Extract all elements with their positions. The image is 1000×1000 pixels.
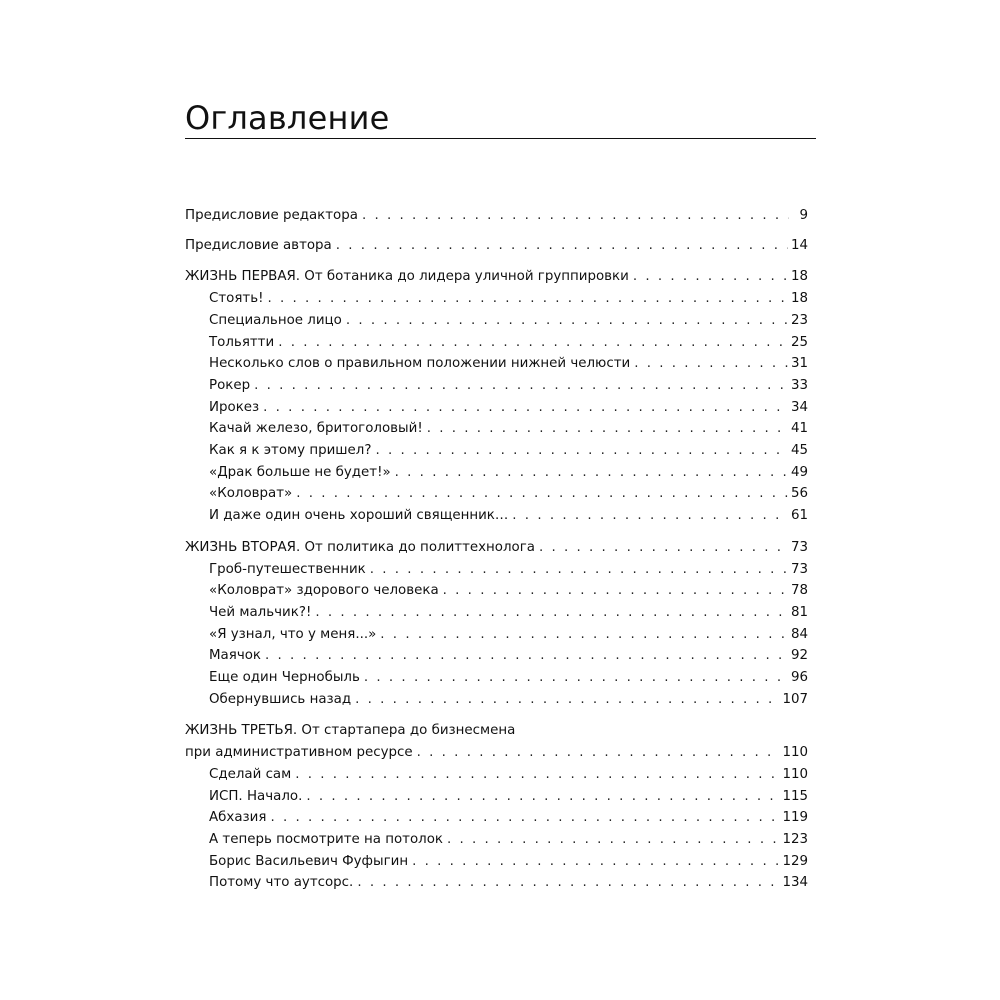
toc-chapter-entry[interactable] — [185, 872, 808, 894]
leader-dots — [375, 440, 788, 462]
title-rule — [185, 138, 816, 139]
leader-dots — [355, 689, 779, 711]
leader-dots — [364, 667, 788, 689]
toc-part-label: ЖИЗНЬ ТРЕТЬЯ. От стартапера до бизнесмена — [185, 723, 516, 739]
leader-dots — [512, 505, 788, 527]
toc-entry-page: 115 — [782, 788, 808, 804]
toc-part-heading-1[interactable] — [185, 266, 808, 288]
toc-entry-page: 61 — [790, 508, 808, 524]
leader-dots — [336, 235, 788, 257]
toc-part-page: 18 — [790, 269, 808, 285]
toc-entry-label: Как я к этому пришел? — [209, 443, 372, 459]
toc-entry-page: 134 — [782, 875, 808, 891]
toc-chapter-entry[interactable] — [185, 559, 808, 581]
toc-entry-page: 9 — [799, 208, 808, 223]
toc-entry-page: 14 — [790, 237, 808, 253]
toc-part-heading-2[interactable] — [185, 537, 808, 559]
leader-dots — [427, 418, 788, 440]
toc-part-label: ЖИЗНЬ ПЕРВАЯ. От ботаника до лидера уличной группировки — [185, 269, 629, 285]
toc-entry-page: 49 — [790, 464, 808, 480]
toc-chapter-entry[interactable] — [185, 807, 808, 829]
leader-dots — [270, 807, 779, 829]
toc-entry-page: 107 — [782, 691, 808, 707]
leader-dots — [362, 205, 789, 227]
toc-entry-label: ИСП. Начало. — [209, 788, 303, 804]
toc-entry-label: Качай железо, бритоголовый! — [209, 421, 423, 437]
toc-entry-label: Рокер — [209, 377, 251, 393]
toc-entry-page: 56 — [790, 486, 808, 502]
toc-part-label: ЖИЗНЬ ВТОРАЯ. От политика до политтехнолога — [185, 539, 535, 555]
leader-dots — [346, 310, 788, 332]
toc-part-page: 73 — [790, 539, 808, 555]
leader-dots — [357, 872, 779, 894]
toc-entry-label: Маячок — [209, 648, 262, 664]
toc-entry-editor-preface[interactable] — [185, 205, 808, 227]
leader-dots — [265, 645, 788, 667]
leader-dots — [267, 288, 787, 310]
toc-entry-label: Потому что аутсорс. — [209, 875, 354, 891]
leader-dots — [633, 266, 788, 288]
toc-entry-label: Абхазия — [209, 810, 267, 826]
toc-entry-page: 119 — [782, 810, 808, 826]
leader-dots — [395, 462, 788, 484]
toc-entry-page: 84 — [790, 626, 808, 642]
leader-dots — [278, 332, 788, 354]
toc-chapter-entry[interactable] — [185, 689, 808, 711]
toc-part-heading-3-line2[interactable] — [185, 742, 808, 764]
toc-chapter-entry[interactable] — [185, 786, 808, 808]
page-title: Оглавление — [185, 99, 390, 137]
leader-dots — [295, 764, 779, 786]
toc-chapter-entry[interactable] — [185, 418, 808, 440]
leader-dots — [634, 353, 788, 375]
toc-chapter-entry[interactable] — [185, 375, 808, 397]
leader-dots — [417, 742, 780, 764]
toc-part-heading-3-line1[interactable] — [185, 720, 808, 742]
toc-entry-label: Еще один Чернобыль — [209, 670, 360, 686]
leader-dots — [315, 602, 788, 624]
toc-chapter-entry[interactable] — [185, 440, 808, 462]
leader-dots — [370, 559, 788, 581]
toc-chapter-entry[interactable] — [185, 667, 808, 689]
leader-dots — [380, 624, 788, 646]
toc-entry-page: 110 — [782, 766, 808, 782]
toc-entry-label: Несколько слов о правильном положении нижней челюсти — [209, 356, 631, 372]
toc-entry-page: 41 — [790, 421, 808, 437]
toc-part-label: при административном ресурсе — [185, 745, 413, 761]
toc-entry-label: А теперь посмотрите на потолок — [209, 831, 443, 847]
toc-entry-page: 81 — [790, 604, 808, 620]
toc-entry-label: Гроб-путешественник — [209, 561, 366, 577]
toc-chapter-entry[interactable] — [185, 851, 808, 873]
toc-entry-page: 78 — [790, 583, 808, 599]
toc-entry-page: 45 — [790, 443, 808, 459]
toc-entry-page: 25 — [790, 334, 808, 350]
toc-entry-label: «Коловрат» — [209, 486, 293, 502]
toc-chapter-entry[interactable] — [185, 483, 808, 505]
toc-chapter-entry[interactable] — [185, 764, 808, 786]
leader-dots — [447, 829, 779, 851]
toc-chapter-entry[interactable] — [185, 624, 808, 646]
toc-chapter-entry[interactable] — [185, 353, 808, 375]
toc-entry-page: 96 — [790, 670, 808, 686]
toc-chapter-entry[interactable] — [185, 397, 808, 419]
toc-entry-label: Борис Васильевич Фуфыгин — [209, 853, 409, 869]
toc-chapter-entry[interactable] — [185, 829, 808, 851]
toc-entry-page: 33 — [790, 377, 808, 393]
toc-entry-label: «Коловрат» здорового человека — [209, 583, 439, 599]
toc-entry-label: И даже один очень хороший священник… — [209, 508, 509, 524]
toc-chapter-entry[interactable] — [185, 462, 808, 484]
toc-entry-label: Стоять! — [209, 291, 264, 307]
toc-entry-label: Чей мальчик?! — [209, 604, 312, 620]
toc-entry-label: «Я узнал, что у меня...» — [209, 626, 377, 642]
toc-entry-label: Предисловие редактора — [185, 208, 358, 223]
leader-dots — [306, 786, 779, 808]
toc-chapter-entry[interactable] — [185, 310, 808, 332]
toc-entry-page: 73 — [790, 561, 808, 577]
leader-dots — [263, 397, 788, 419]
leader-dots — [254, 375, 788, 397]
leader-dots — [443, 580, 788, 602]
leader-dots — [412, 851, 779, 873]
toc-entry-label: Специальное лицо — [209, 312, 342, 328]
toc-entry-page: 92 — [790, 648, 808, 664]
toc-entry-page: 31 — [790, 356, 808, 372]
toc-entry-page: 129 — [782, 853, 808, 869]
leader-dots — [296, 483, 788, 505]
toc-entry-page: 23 — [790, 312, 808, 328]
toc-entry-label: Сделай сам — [209, 766, 292, 782]
toc-entry-page: 34 — [790, 399, 808, 415]
toc-chapter-entry[interactable] — [185, 602, 808, 624]
toc-chapter-entry[interactable] — [185, 288, 808, 310]
toc-entry-label: Предисловие автора — [185, 237, 332, 253]
toc-chapter-entry[interactable] — [185, 580, 808, 602]
toc-entry-page: 18 — [790, 291, 808, 307]
toc-entry-author-preface[interactable] — [185, 235, 808, 257]
toc-entry-label: Ирокез — [209, 399, 260, 415]
toc-chapter-entry[interactable] — [185, 505, 808, 527]
toc-entry-label: Тольятти — [209, 334, 275, 350]
toc-entry-page: 123 — [782, 831, 808, 847]
toc-entry-label: «Драк больше не будет!» — [209, 464, 391, 480]
toc-chapter-entry[interactable] — [185, 332, 808, 354]
toc-entry-label: Обернувшись назад — [209, 691, 352, 707]
toc-chapter-entry[interactable] — [185, 645, 808, 667]
leader-dots — [539, 537, 788, 559]
toc-part-page: 110 — [782, 745, 808, 761]
